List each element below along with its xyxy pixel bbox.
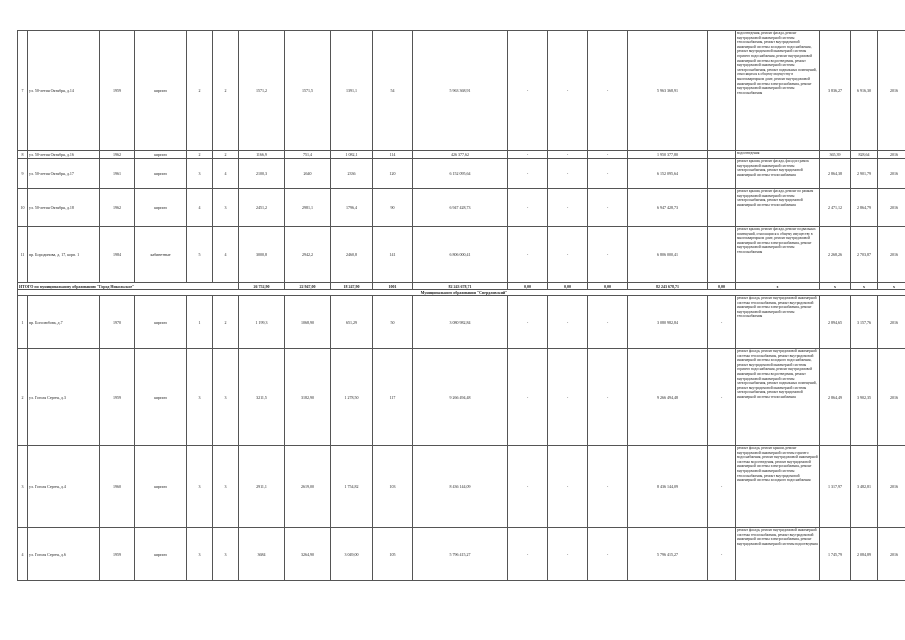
cell-yr: 2016	[878, 151, 905, 159]
cell-en: 3	[213, 528, 239, 581]
cell-ppl: 103	[373, 446, 413, 528]
cell-s1: -	[508, 151, 548, 159]
cell-sum: 1 950 377,80	[628, 151, 708, 159]
cell-c1: 2 471,12	[820, 189, 851, 227]
cell-ppl: 90	[373, 189, 413, 227]
total-d: x	[736, 283, 820, 290]
cell-sum: 5 796 415,27	[628, 528, 708, 581]
cell-c1: 2 864,38	[820, 159, 851, 189]
cell-desc: ремонт крыши, ремонт фасада, фасад из рамок внутридомовой инженерной системы электроснабжения, ремонт внутридомовой инженерной системы теплоснабжения	[736, 159, 820, 189]
cell-s2: -	[548, 31, 588, 151]
cell-year: 1962	[100, 151, 135, 159]
cell-mat: кабинетные	[135, 227, 187, 283]
cell-a1: 2451,2	[239, 189, 285, 227]
cell-s1: -	[508, 227, 548, 283]
table-row	[18, 528, 905, 581]
cell-c1: 1 317,97	[820, 446, 851, 528]
cell-a2: 751,4	[285, 151, 331, 159]
cell-en: 2	[213, 296, 239, 349]
table-row	[18, 296, 905, 349]
cell-a2: 1068,90	[285, 296, 331, 349]
cell-year: 1962	[100, 189, 135, 227]
table-row	[18, 31, 905, 151]
cell-s2: -	[548, 159, 588, 189]
cell-yr: 2016	[878, 528, 905, 581]
cell-fl: 4	[187, 189, 213, 227]
cell-total: 5 796 415,27	[413, 528, 508, 581]
cell-sum: 3 080 982,84	[628, 296, 708, 349]
cell-n: 1	[18, 296, 28, 349]
cell-en: 2	[213, 31, 239, 151]
cell-a3: 1 082,1	[331, 151, 373, 159]
cell-total: 5 963 368,91	[413, 31, 508, 151]
cell-n: 2	[18, 349, 28, 446]
cell-total: 6 152 095,64	[413, 159, 508, 189]
cell-a2: 1571,5	[285, 31, 331, 151]
cell-a3: 651,29	[331, 296, 373, 349]
cell-fl: 3	[187, 349, 213, 446]
cell-mat: кирпич	[135, 446, 187, 528]
cell-year: 1970	[100, 296, 135, 349]
cell-a1: 3211,5	[239, 349, 285, 446]
cell-desc: водоотведения	[736, 151, 820, 159]
total-s3: 0,00	[588, 283, 628, 290]
cell-ppl: 117	[373, 349, 413, 446]
cell-fl: 5	[187, 227, 213, 283]
cell-sum: 5 963 368,91	[628, 31, 708, 151]
cell-s1: -	[508, 189, 548, 227]
cell-s1: -	[508, 528, 548, 581]
cell-n: 11	[18, 227, 28, 283]
cell-c2: 3 482,81	[851, 446, 878, 528]
cell-addr: ул. Гоголя Сергея, д.3	[28, 349, 100, 446]
total-s2: 0,00	[548, 283, 588, 290]
table-row	[18, 227, 905, 283]
cell-x: -	[708, 296, 736, 349]
cell-a1: 2911,1	[239, 446, 285, 528]
cell-s1: -	[508, 446, 548, 528]
cell-a3: 1 754,82	[331, 446, 373, 528]
cell-desc: ремонт фасада, ремонт внутридомовой инженерной системы теплоснабжения, ремонт внутридомовой инженерной системы холодного водоснабжения, ремонт внутридомовой инженерной системы горячего водоснабжения, ремонт внутридомовой инженерной системы водоотведения, ремонт внутридомовой инженерной системы электроснабжения, ремонт подвальных помещений, ремонт внутридомовой инженерной системы электроснабжения, ремонт внутридомовой инженерной системы теплоснабжения	[736, 349, 820, 446]
cell-sum: 6 806 000,41	[628, 227, 708, 283]
cell-ppl: 50	[373, 296, 413, 349]
cell-total: 426 377,62	[413, 151, 508, 159]
cell-yr: 2016	[878, 227, 905, 283]
total-row	[18, 283, 905, 290]
cell-s1: -	[508, 159, 548, 189]
table-row	[18, 151, 905, 159]
cell-n: 7	[18, 31, 28, 151]
cell-fl: 2	[187, 31, 213, 151]
cell-year: 1959	[100, 349, 135, 446]
cell-sum: 8 436 144,09	[628, 446, 708, 528]
cell-ppl: 120	[373, 159, 413, 189]
cell-s1: -	[508, 349, 548, 446]
cell-s1: -	[508, 296, 548, 349]
cell-s2: -	[548, 151, 588, 159]
total-c2: x	[851, 283, 878, 290]
cell-year: 1984	[100, 227, 135, 283]
cell-s3: -	[588, 159, 628, 189]
total-x: 0,00	[708, 283, 736, 290]
cell-s3: -	[588, 528, 628, 581]
cell-a3: 2336	[331, 159, 373, 189]
cell-fl: 3	[187, 446, 213, 528]
cell-mat: кирпич	[135, 189, 187, 227]
cell-a1: 3684	[239, 528, 285, 581]
cell-yr: 2016	[878, 349, 905, 446]
cell-c1: 365,39	[820, 151, 851, 159]
cell-a1: 3000,8	[239, 227, 285, 283]
cell-n: 4	[18, 528, 28, 581]
cell-n: 3	[18, 446, 28, 528]
cell-mat: кирпич	[135, 159, 187, 189]
cell-n: 8	[18, 151, 28, 159]
cell-s3: -	[588, 189, 628, 227]
cell-yr: 2016	[878, 296, 905, 349]
cell-total: 6 947 428,73	[413, 189, 508, 227]
cell-a1: 1571,2	[239, 31, 285, 151]
total-c1: x	[820, 283, 851, 290]
cell-yr: 2016	[878, 31, 905, 151]
cell-s2: -	[548, 296, 588, 349]
cell-a3: 1 278,50	[331, 349, 373, 446]
cell-a3: 1796,4	[331, 189, 373, 227]
cell-en: 4	[213, 227, 239, 283]
cell-addr: ул. 50-летия Октября, д.18	[28, 189, 100, 227]
cell-year: 1959	[100, 31, 135, 151]
cell-addr: ул. Гоголя Сергея, д.6	[28, 528, 100, 581]
cell-mat: кирпич	[135, 349, 187, 446]
cell-s3: -	[588, 349, 628, 446]
cell-a1: 2100,3	[239, 159, 285, 189]
table-row	[18, 349, 905, 446]
cell-sum: 6 947 428,73	[628, 189, 708, 227]
cell-total: 8 436 144,09	[413, 446, 508, 528]
cell-s3: -	[588, 296, 628, 349]
cell-c1: 2 864,49	[820, 349, 851, 446]
cell-c1: 3 836,27	[820, 31, 851, 151]
total-a2: 22 947,00	[285, 283, 331, 290]
cell-a3: 1391,1	[331, 31, 373, 151]
cell-c1: 1 745,79	[820, 528, 851, 581]
cell-sum: 9 266 494,48	[628, 349, 708, 446]
cell-s2: -	[548, 189, 588, 227]
cell-en: 4	[213, 159, 239, 189]
cell-total: 6 806 000,41	[413, 227, 508, 283]
cell-a3: 3 049,00	[331, 528, 373, 581]
cell-c1: 2 268,26	[820, 227, 851, 283]
total-sum: 82 243 678,71	[628, 283, 708, 290]
cell-a3: 2460,8	[331, 227, 373, 283]
section-title: Муниципального образования "Свердловский"	[18, 290, 905, 296]
cell-c1: 2 894,65	[820, 296, 851, 349]
cell-mat: кирпич	[135, 151, 187, 159]
cell-empty	[708, 227, 736, 283]
total-total: 82 243 678,71	[413, 283, 508, 290]
cell-desc: ремонт фасада, ремонт крыши, ремонт внутридомовой инженерной системы горячего водоснабжения, ремонт внутридомовой инженерной системы водоотведения, ремонт внутридомовой инженерной системы электроснабжения, ремонт внутридомовой инженерной системы теплоснабжения, ремонт внутридомовой инженерной системы холодного водоснабжения	[736, 446, 820, 528]
cell-desc: ремонт крыши, ремонт фасада, ремонт по рамкам внутридомовой инженерной системы электроснабжения, ремонт внутридомовой инженерной системы теплоснабжения	[736, 189, 820, 227]
cell-ppl: 105	[373, 528, 413, 581]
cell-a2: 2942,2	[285, 227, 331, 283]
cell-a2: 3182,90	[285, 349, 331, 446]
cell-desc: водоотведения, ремонт фасада, ремонт внутридомовой инженерной системы теплоснабжения, ремонт внутридомовой инженерной системы холодного водоснабжения, ремонт внутридомовой инженерной системы горячего водоснабжения, ремонт внутридомовой инженерной системы водоотведения, ремонт внутридомовой инженерной системы электроснабжения, ремонт подвальных помещений, относящихся к общему имуществу в многоквартирном доме, ремонт внутридомовой инженерной системы электроснабжения, ремонт внутридомовой инженерной системы теплоснабжения	[736, 31, 820, 151]
cell-empty	[708, 189, 736, 227]
cell-fl: 3	[187, 159, 213, 189]
cell-s2: -	[548, 349, 588, 446]
table-row	[18, 446, 905, 528]
cell-addr: ул. 50-летия Октября, д.14	[28, 31, 100, 151]
cell-n: 10	[18, 189, 28, 227]
cell-s3: -	[588, 227, 628, 283]
cell-addr: ул. 50-летия Октября, д.17	[28, 159, 100, 189]
cell-s3: -	[588, 151, 628, 159]
cell-empty	[708, 31, 736, 151]
cell-yr: 2016	[878, 159, 905, 189]
cell-s2: -	[548, 227, 588, 283]
cell-year: 1959	[100, 528, 135, 581]
total-ppl: 1001	[373, 283, 413, 290]
cell-desc: ремонт фасада, ремонт внутридомовой инженерной системы теплоснабжения, ремонт внутридомовой инженерной системы электроснабжения, ремонт внутридомовой инженерной системы теплоснабжения	[736, 296, 820, 349]
cell-mat: кирпич	[135, 31, 187, 151]
cell-a1: 1 199,3	[239, 296, 285, 349]
cell-c2: 2 901,79	[851, 159, 878, 189]
cell-s1: -	[508, 31, 548, 151]
cell-mat: кирпич	[135, 296, 187, 349]
cell-en: 3	[213, 189, 239, 227]
cell-addr: ул. Гоголя Сергея, д.4	[28, 446, 100, 528]
cell-sum: 6 152 095,64	[628, 159, 708, 189]
cell-empty	[708, 151, 736, 159]
total-a1: 26 752,90	[239, 283, 285, 290]
cell-c2: 828,64	[851, 151, 878, 159]
cell-fl: 2	[187, 151, 213, 159]
table-row	[18, 159, 905, 189]
cell-ppl: 114	[373, 151, 413, 159]
total-s1: 0,00	[508, 283, 548, 290]
cell-yr: 2016	[878, 189, 905, 227]
cell-yr: 2016	[878, 446, 905, 528]
cell-fl: 1	[187, 296, 213, 349]
cell-x: -	[708, 528, 736, 581]
cell-ppl: 54	[373, 31, 413, 151]
cell-addr: пр. Бородинова, д. 17, корп. 1	[28, 227, 100, 283]
total-label: ИТОГО по муниципальному образованию "Город Никольское"	[18, 283, 239, 290]
cell-c2: 3 157,76	[851, 296, 878, 349]
cell-year: 1960	[100, 446, 135, 528]
cell-mat: кирпич	[135, 528, 187, 581]
cell-c2: 3 902,35	[851, 349, 878, 446]
cell-desc: ремонт фасада, ремонт внутридомовой инженерной системы теплоснабжения, ремонт внутридомовой инженерной системы электроснабжения, ремонт внутридомовой инженерной системы водоотведения	[736, 528, 820, 581]
cell-addr: ул. 50-летия Октября, д.16	[28, 151, 100, 159]
cell-s3: -	[588, 446, 628, 528]
total-a3: 18 247,90	[331, 283, 373, 290]
cell-year: 1961	[100, 159, 135, 189]
cell-a2: 2640	[285, 159, 331, 189]
cell-desc: ремонт крыши, ремонт фасада, ремонт подвальных помещений, относящихся к общему имуществу в многоквартирном доме, ремонт внутридомовой инженерной системы электроснабжения, ремонт внутридомовой инженерной системы теплоснабжения	[736, 227, 820, 283]
cell-n: 9	[18, 159, 28, 189]
cell-s2: -	[548, 446, 588, 528]
capital-repair-table	[17, 30, 905, 581]
cell-s2: -	[548, 528, 588, 581]
cell-c2: 2 084,89	[851, 528, 878, 581]
cell-x: -	[708, 349, 736, 446]
cell-addr: пр. Боголюбова, д.7	[28, 296, 100, 349]
cell-c2: 6 916,30	[851, 31, 878, 151]
cell-en: 3	[213, 349, 239, 446]
cell-a1: 1166,9	[239, 151, 285, 159]
cell-ppl: 141	[373, 227, 413, 283]
cell-c2: 2 864,79	[851, 189, 878, 227]
cell-s3: -	[588, 31, 628, 151]
cell-total: 9 266 494,48	[413, 349, 508, 446]
total-yr: x	[878, 283, 905, 290]
cell-en: 3	[213, 446, 239, 528]
cell-a2: 2619,00	[285, 446, 331, 528]
cell-fl: 3	[187, 528, 213, 581]
cell-a2: 3264,90	[285, 528, 331, 581]
cell-x: -	[708, 446, 736, 528]
cell-en: 2	[213, 151, 239, 159]
cell-empty	[708, 159, 736, 189]
cell-c2: 2 703,87	[851, 227, 878, 283]
cell-total: 3 080 982,84	[413, 296, 508, 349]
table-row	[18, 189, 905, 227]
cell-a2: 2981,1	[285, 189, 331, 227]
